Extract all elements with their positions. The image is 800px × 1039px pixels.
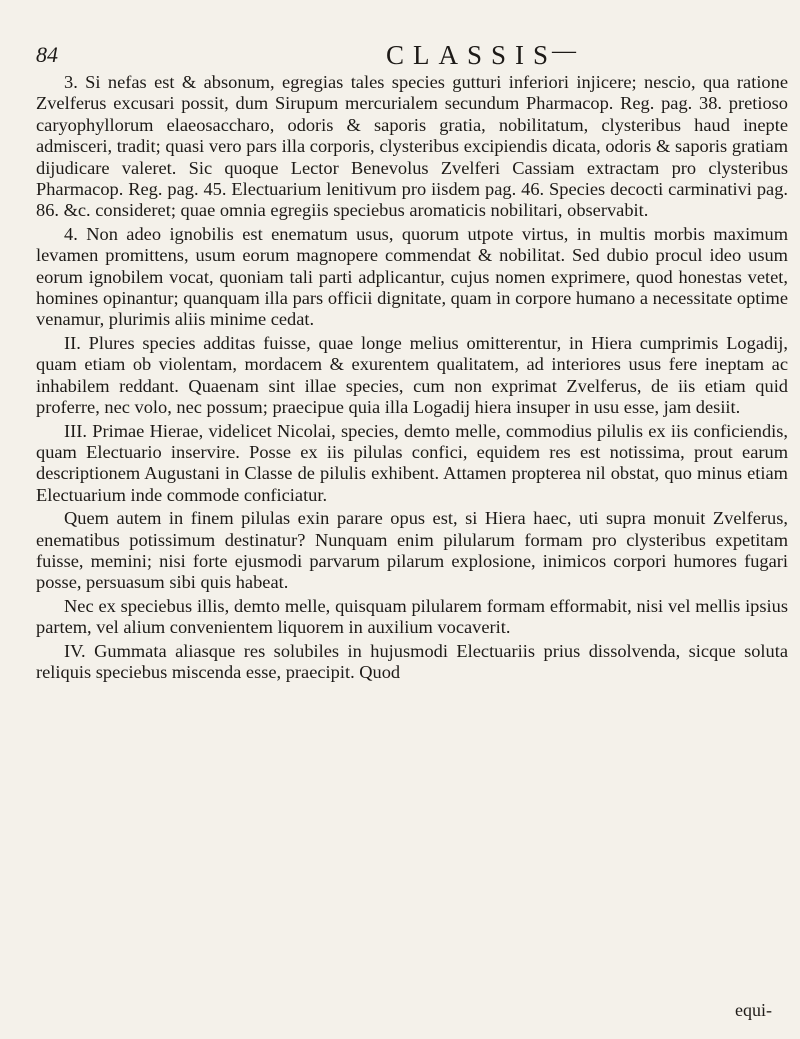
page-number: 84	[36, 42, 58, 67]
catchword: equi-	[735, 1000, 772, 1020]
paragraph-nec-ex: Nec ex speciebus illis, demto melle, quisquam pilularem formam efformabit, nisi vel mellis ipsius partem, vel alium convenientem liquorem in auxilium vocaverit.	[36, 595, 788, 638]
paragraph-IV: IV. Gummata aliasque res solubiles in hujusmodi Electuariis prius dissolvenda, sicque soluta reliquis speciebus miscenda esse, praecipit. Quod	[36, 640, 788, 682]
body-text	[36, 72, 788, 683]
paragraph-III: III. Primae Hierae, videlicet Nicolai, species, demto melle, commodius pilulis ex iis conficiendis, quam Electuario inservire. Posse ex iis pilulas confici, equidem res est notissima, prout earum descriptionem Augustani in Classe de pilulis exhibent. Attamen propterea nil obstat, quo minus etiam Electuarium inde commode conficiatur.	[36, 420, 788, 505]
page-header	[36, 34, 776, 74]
paragraph-quem-autem: Quem autem in finem pilulas exin parare opus est, si Hiera haec, uti supra monuit Zvelferus, enematibus potissimum destinatur? Nunquam enim pilularum formam pro clysteribus expetitam fuisse, memini; nisi forte ejusmodi parvarum pilarum explosione, inimicos corpori humores fugari posse, persuasum sibi quis habeat.	[36, 508, 788, 593]
header-dash: —	[552, 38, 576, 64]
running-title: CLASSIS	[386, 40, 558, 70]
paragraph-4: 4. Non adeo ignobilis est enematum usus, quorum utpote virtus, in multis morbis maximum levamen promittens, usum eorum magnopere commendat & nobilitat. Sed dubio procul ideo usum eorum ignobilem vocat, quoniam tali parti adplicantur, cujus nomen exprimere, quod honestas vetet, homines opinantur; quanquam illa pars officii dignitate, quam in corpore humano a necessitate optime venamur, plurimis aliis minime cedat.	[36, 223, 788, 330]
paragraph-II: II. Plures species additas fuisse, quae longe melius omitterentur, in Hiera cumprimis Logadij, quam etiam ob violentam, mordacem & exurentem qualitatem, ad interiores usus fere ineptam ac inhabilem reddant. Quaenam sint illae species, cum non exprimat Zvelferus, de iis etiam quid proferre, nec volo, nec possum; praecipue quia illa Logadij hiera insuper in usu esse, jam desiit.	[36, 332, 788, 418]
paragraph-3: 3. Si nefas est & absonum, egregias tales species gutturi inferiori injicere; nescio, qua ratione Zvelferus excusari possit, dum Sirupum mercurialem secundum Pharmacop. Reg. pag. 38. pretioso caryophyllorum elaeosaccharo, odoris & saporis gratia, nobilitatum, clysteribus haud inepte admisceri, tradit; quasi vero pars illa corporis, clysteribus excipiendis dicata, odoris & saporis gratiam dijudicare valeret. Sic quoque Lector Benevolus Zvelferi Cassiam extractam pro clysteribus Pharmacop. Reg. pag. 45. Electuarium lenitivum pro iisdem pag. 46. Species decocti carminativi pag. 86. &c. consideret; quae omnia egregiis speciebus aromaticis nobilitari, observabit.	[36, 72, 788, 221]
